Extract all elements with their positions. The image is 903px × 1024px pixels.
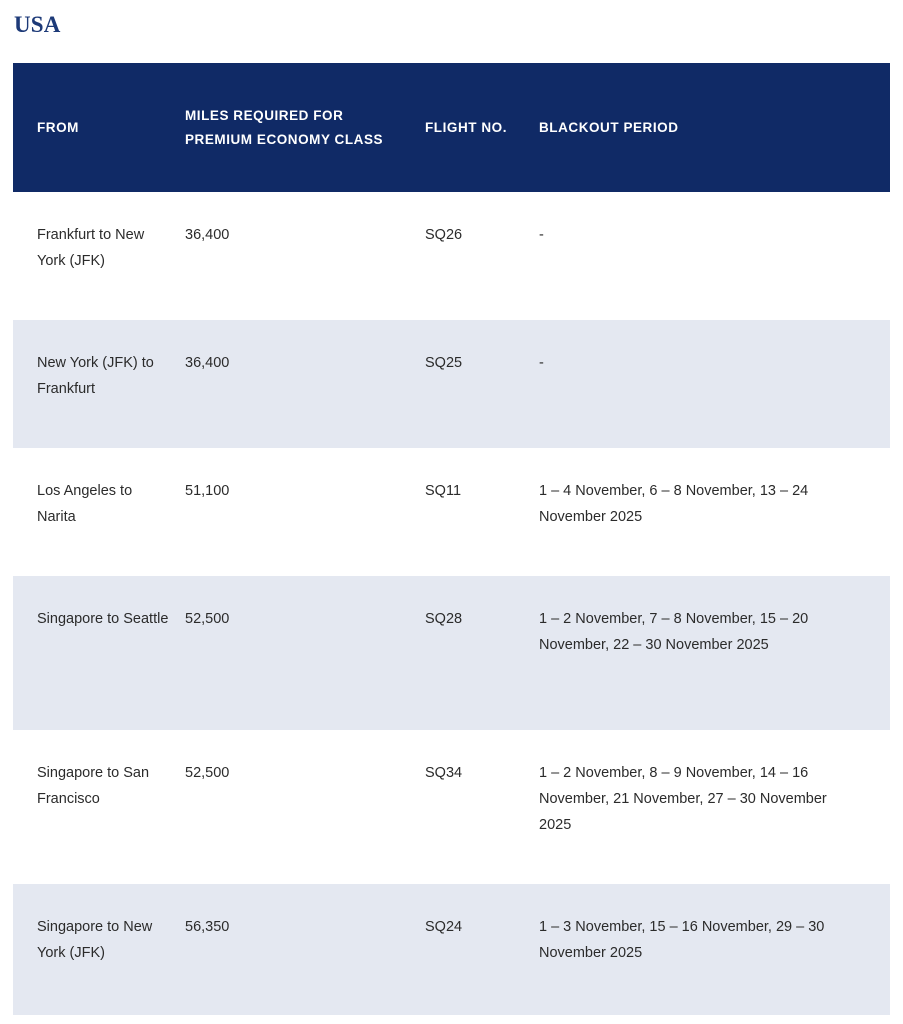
cell-miles-text: 56,350 [185,919,230,935]
award-miles-table [13,63,890,1015]
cell-blackout-period-text: 1 – 2 November, 7 – 8 November, 15 – 20 November, 22 – 30 November 2025 [539,611,809,653]
column-header-from-label: FROM [37,119,79,135]
cell-from [13,576,185,730]
table-body [13,192,890,1015]
column-header-miles [185,63,425,192]
cell-miles-text: 36,400 [185,227,230,243]
column-header-blackout-period-label: BLACKOUT PERIOD [539,119,679,135]
table-row [13,320,890,448]
cell-from [13,448,185,576]
cell-flight-no-text: SQ24 [425,919,463,935]
table-header [13,63,890,192]
cell-from-text: Singapore to San Francisco [37,765,150,807]
cell-flight-no [425,576,539,730]
cell-from-text: Singapore to Seattle [37,611,169,627]
cell-from [13,884,185,1015]
region-heading: USA [14,12,61,37]
cell-from [13,320,185,448]
column-header-flight-no-label: FLIGHT NO. [425,119,507,135]
cell-flight-no [425,320,539,448]
cell-blackout-period-text: 1 – 2 November, 8 – 9 November, 14 – 16 November, 21 November, 27 – 30 November 2025 [539,765,827,833]
cell-miles [185,884,425,1015]
cell-flight-no [425,884,539,1015]
cell-miles [185,576,425,730]
cell-flight-no [425,730,539,884]
cell-flight-no-text: SQ11 [425,483,462,499]
cell-blackout-period [539,884,890,1015]
cell-blackout-period [539,576,890,730]
cell-blackout-period-text: - [539,355,544,371]
column-header-from [13,63,185,192]
table-row [13,448,890,576]
cell-miles [185,320,425,448]
cell-flight-no [425,192,539,320]
cell-blackout-period-text: 1 – 4 November, 6 – 8 November, 13 – 24 November 2025 [539,483,809,525]
cell-blackout-period [539,730,890,884]
cell-miles-text: 52,500 [185,611,230,627]
cell-miles [185,192,425,320]
cell-blackout-period [539,448,890,576]
cell-miles [185,448,425,576]
cell-from-text: Frankfurt to New York (JFK) [37,227,145,269]
cell-from-text: Los Angeles to Narita [37,483,133,525]
cell-miles-text: 36,400 [185,355,230,371]
table-row [13,884,890,1015]
column-header-miles-label: MILES REQUIRED FOR PREMIUM ECONOMY CLASS [185,108,384,147]
table-header-row [13,63,890,192]
column-header-blackout-period [539,63,890,192]
cell-blackout-period-text: - [539,227,544,243]
cell-from [13,730,185,884]
cell-flight-no-text: SQ28 [425,611,463,627]
cell-blackout-period-text: 1 – 3 November, 15 – 16 November, 29 – 30 November 2025 [539,919,825,961]
cell-flight-no [425,448,539,576]
cell-from [13,192,185,320]
table-row [13,576,890,730]
table-row [13,730,890,884]
cell-from-text: Singapore to New York (JFK) [37,919,153,961]
cell-from-text: New York (JFK) to Frankfurt [37,355,154,397]
column-header-flight-no [425,63,539,192]
cell-flight-no-text: SQ34 [425,765,463,781]
table-row [13,192,890,320]
cell-blackout-period [539,192,890,320]
cell-miles [185,730,425,884]
cell-blackout-period [539,320,890,448]
cell-flight-no-text: SQ25 [425,355,463,371]
cell-miles-text: 51,100 [185,483,230,499]
cell-miles-text: 52,500 [185,765,230,781]
cell-flight-no-text: SQ26 [425,227,463,243]
